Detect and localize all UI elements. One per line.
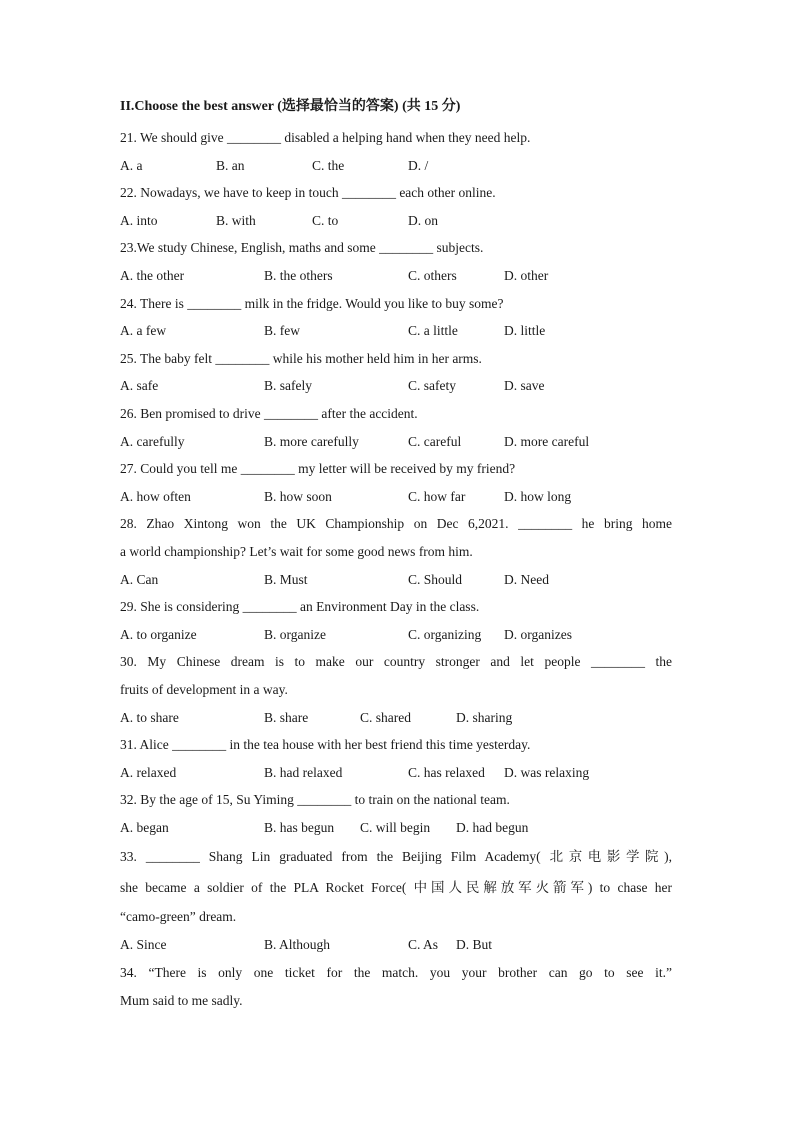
q33-option-c[interactable]: C. As: [408, 937, 439, 952]
q33-option-d[interactable]: D. But: [456, 937, 493, 952]
q23-option-a[interactable]: A. the other: [120, 268, 185, 283]
question-31-text: 31. Alice ________ in the tea house with her best friend this time yesterday.: [120, 737, 531, 752]
q32-option-d[interactable]: D. had begun: [456, 820, 529, 835]
q21-option-a[interactable]: A. a: [120, 158, 143, 173]
question-27-text: 27. Could you tell me ________ my letter will be received by my friend?: [120, 461, 516, 476]
q23-option-c[interactable]: C. others: [408, 268, 457, 283]
question-25-text: 25. The baby felt ________ while his mother held him in her arms.: [120, 351, 482, 366]
question-28-text-line-1: 28. Zhao Xintong won the UK Championship on Dec 6,2021. ________ he bring home: [120, 516, 672, 531]
q25-option-c[interactable]: C. safety: [408, 378, 456, 393]
q21-option-b[interactable]: B. an: [216, 158, 245, 173]
question-34-text-line-1: 34. “There is only one ticket for the match. you your brother can go to see it.”: [120, 965, 672, 980]
question-23-text: 23.We study Chinese, English, maths and some ________ subjects.: [120, 240, 484, 255]
q22-option-d[interactable]: D. on: [408, 213, 438, 228]
question-29-text: 29. She is considering ________ an Environment Day in the class.: [120, 599, 480, 614]
q32-option-b[interactable]: B. has begun: [264, 820, 335, 835]
q30-option-c[interactable]: C. shared: [360, 710, 411, 725]
q22-option-b[interactable]: B. with: [216, 213, 256, 228]
q25-option-b[interactable]: B. safely: [264, 378, 312, 393]
question-26-text: 26. Ben promised to drive ________ after the accident.: [120, 406, 418, 421]
q32-option-c[interactable]: C. will begin: [360, 820, 431, 835]
q27-option-a[interactable]: A. how often: [120, 489, 191, 504]
q30-option-a[interactable]: A. to share: [120, 710, 179, 725]
question-30-text-line-1: 30. My Chinese dream is to make our country stronger and let people ________ the: [120, 654, 672, 669]
q28-option-c[interactable]: C. Should: [408, 572, 463, 587]
q21-option-c[interactable]: C. the: [312, 158, 345, 173]
question-30-text-line-2: fruits of development in a way.: [120, 682, 288, 697]
q33-option-a[interactable]: A. Since: [120, 937, 167, 952]
q29-option-b[interactable]: B. organize: [264, 627, 326, 642]
question-34-text-line-2: Mum said to me sadly.: [120, 993, 243, 1008]
question-33-text-line-2: she became a soldier of the PLA Rocket Force( 中国人民解放军火箭军) to chase her: [120, 880, 672, 895]
question-22-text: 22. Nowadays, we have to keep in touch ________ each other online.: [120, 185, 496, 200]
q26-option-a[interactable]: A. carefully: [120, 434, 185, 449]
q21-option-d[interactable]: D. /: [408, 158, 429, 173]
q24-option-a[interactable]: A. a few: [120, 323, 167, 338]
q22-option-a[interactable]: A. into: [120, 213, 158, 228]
q26-option-b[interactable]: B. more carefully: [264, 434, 359, 449]
q26-option-d[interactable]: D. more careful: [504, 434, 590, 449]
q28-option-a[interactable]: A. Can: [120, 572, 159, 587]
q24-option-d[interactable]: D. little: [504, 323, 546, 338]
q22-option-c[interactable]: C. to: [312, 213, 339, 228]
q23-option-b[interactable]: B. the others: [264, 268, 333, 283]
q29-option-c[interactable]: C. organizing: [408, 627, 482, 642]
q25-option-a[interactable]: A. safe: [120, 378, 159, 393]
question-33-text-line-1: 33. ________ Shang Lin graduated from the Beijing Film Academy( 北京电影学院),: [120, 849, 672, 864]
q23-option-d[interactable]: D. other: [504, 268, 549, 283]
q27-option-b[interactable]: B. how soon: [264, 489, 332, 504]
q31-option-c[interactable]: C. has relaxed: [408, 765, 485, 780]
q25-option-d[interactable]: D. save: [504, 378, 545, 393]
q27-option-c[interactable]: C. how far: [408, 489, 466, 504]
question-28-text-line-2: a world championship? Let’s wait for some good news from him.: [120, 544, 473, 559]
question-21-text: 21. We should give ________ disabled a helping hand when they need help.: [120, 130, 531, 145]
question-24-text: 24. There is ________ milk in the fridge. Would you like to buy some?: [120, 296, 504, 311]
q29-option-d[interactable]: D. organizes: [504, 627, 572, 642]
q26-option-c[interactable]: C. careful: [408, 434, 462, 449]
q28-option-b[interactable]: B. Must: [264, 572, 308, 587]
section-heading: II.Choose the best answer (选择最恰当的答案) (共 15 分): [120, 99, 461, 114]
q30-option-b[interactable]: B. share: [264, 710, 309, 725]
q24-option-b[interactable]: B. few: [264, 323, 300, 338]
question-32-text: 32. By the age of 15, Su Yiming ________ to train on the national team.: [120, 792, 510, 807]
question-33-text-line-3: “camo-green” dream.: [120, 909, 237, 924]
q24-option-c[interactable]: C. a little: [408, 323, 458, 338]
q29-option-a[interactable]: A. to organize: [120, 627, 197, 642]
q27-option-d[interactable]: D. how long: [504, 489, 572, 504]
q28-option-d[interactable]: D. Need: [504, 572, 549, 587]
q30-option-d[interactable]: D. sharing: [456, 710, 513, 725]
q33-option-b[interactable]: B. Although: [264, 937, 331, 952]
q31-option-b[interactable]: B. had relaxed: [264, 765, 343, 780]
q31-option-d[interactable]: D. was relaxing: [504, 765, 590, 780]
q32-option-a[interactable]: A. began: [120, 820, 169, 835]
q31-option-a[interactable]: A. relaxed: [120, 765, 177, 780]
